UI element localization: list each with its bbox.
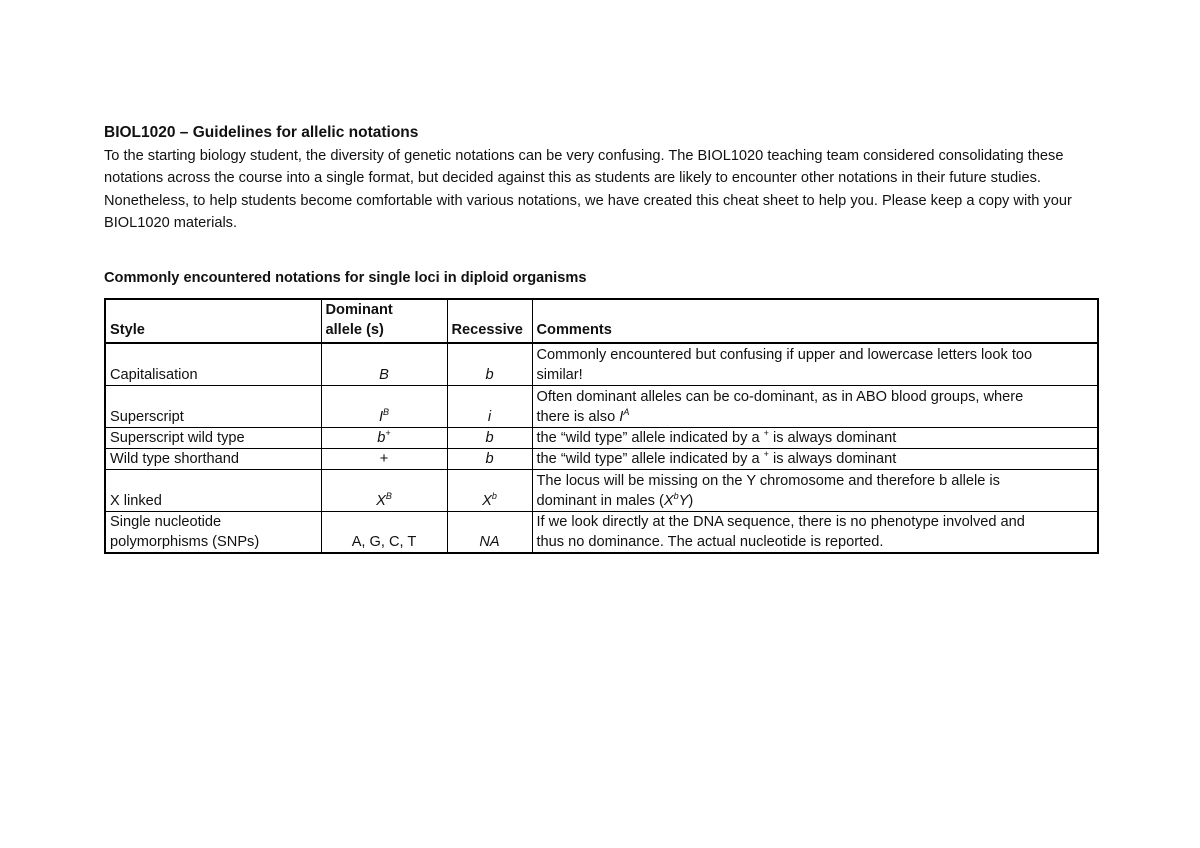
- comment-text: is always dominant: [768, 429, 897, 446]
- allele-base: I: [378, 408, 384, 425]
- style-line: polymorphisms (SNPs): [110, 534, 260, 550]
- comment-line: similar!: [536, 366, 583, 383]
- cell-recessive: i: [447, 385, 532, 427]
- comment-line: [537, 407, 1094, 427]
- cell-recessive: [447, 469, 532, 511]
- document-title: BIOL1020 – Guidelines for allelic notations: [104, 124, 419, 141]
- cell-comment: [532, 385, 1098, 427]
- plus-superscript: +: [763, 427, 769, 438]
- table-row: [105, 343, 1098, 385]
- header-style: Style: [105, 299, 321, 343]
- cell-comment: [532, 427, 1098, 448]
- header-dominant: [321, 299, 447, 343]
- cell-comment: [532, 511, 1098, 553]
- allele-superscript: b: [491, 490, 497, 501]
- plus-superscript: +: [763, 448, 769, 459]
- section-heading: Commonly encountered notations for single loci in diploid organisms: [104, 270, 587, 286]
- notation-table: [104, 298, 1099, 554]
- table-header-row: [105, 299, 1098, 343]
- comment-text: ): [688, 492, 694, 509]
- header-dominant-line2: allele (s): [325, 322, 384, 338]
- cell-dominant: +: [321, 448, 447, 469]
- header-recessive: Recessive: [447, 299, 532, 343]
- cell-dominant: B: [321, 343, 447, 385]
- table-row: [105, 385, 1098, 427]
- cell-style: X linked: [105, 469, 321, 511]
- allele-base: X: [482, 492, 492, 509]
- cell-recessive: NA: [447, 511, 532, 553]
- cell-recessive: b: [447, 427, 532, 448]
- cell-style: Superscript: [105, 385, 321, 427]
- style-line: Single nucleotide: [110, 514, 222, 530]
- table-row: [105, 469, 1098, 511]
- comment-line: [537, 491, 1094, 511]
- table-row: [105, 448, 1098, 469]
- cell-dominant: [321, 427, 447, 448]
- allele-base: X: [663, 492, 674, 509]
- comment-line: If we look directly at the DNA sequence, there is no phenotype involved and: [536, 514, 1025, 530]
- cell-dominant: [321, 385, 447, 427]
- cell-recessive: b: [447, 343, 532, 385]
- allele-base: X: [376, 492, 386, 509]
- allele-base: I: [619, 408, 624, 425]
- cell-recessive: b: [447, 448, 532, 469]
- cell-comment: [532, 469, 1098, 511]
- cell-style: Superscript wild type: [105, 427, 321, 448]
- allele-superscript: A: [623, 406, 630, 417]
- comment-line: Commonly encountered but confusing if upper and lowercase letters look too: [536, 346, 1033, 363]
- header-comments: Comments: [532, 299, 1098, 343]
- comment-text: the “wild type” allele indicated by a: [536, 450, 764, 467]
- comment-line: thus no dominance. The actual nucleotide is reported.: [536, 534, 884, 550]
- cell-style: Capitalisation: [105, 343, 321, 385]
- cell-comment: [532, 448, 1098, 469]
- comment-text: the “wild type” allele indicated by a: [536, 429, 764, 446]
- comment-text: dominant in males (: [536, 492, 664, 509]
- allele-superscript: +: [385, 427, 391, 438]
- cell-dominant: [321, 469, 447, 511]
- allele-superscript: b: [673, 490, 679, 501]
- table-row: [105, 427, 1098, 448]
- comment-text: is always dominant: [768, 450, 897, 467]
- comment-text: there is also: [536, 408, 620, 425]
- allele-superscript: B: [383, 406, 390, 417]
- allele-base: b: [377, 429, 386, 446]
- cell-style: [105, 511, 321, 553]
- header-dominant-line1: Dominant: [325, 302, 393, 318]
- cell-dominant: A, G, C, T: [321, 511, 447, 553]
- comment-line: Often dominant alleles can be co-dominant, as in ABO blood groups, where: [536, 388, 1024, 405]
- table-row: [105, 511, 1098, 553]
- cell-comment: [532, 343, 1098, 385]
- allele-base: Y: [678, 492, 689, 509]
- comment-line: The locus will be missing on the Y chromosome and therefore b allele is: [536, 472, 1000, 489]
- cell-style: Wild type shorthand: [105, 448, 321, 469]
- intro-paragraph: To the starting biology student, the diversity of genetic notations can be very confusing. The BIOL1020 teaching team considered consolidating these notations across the course into a single format, but decided against this as students are likely to encounter other notations in their future studies. Nonetheless, to help students become comfortable with various notations, we have created this cheat sheet to help you. Please keep a copy with your BIOL1020 materials.: [104, 148, 1072, 232]
- allele-superscript: B: [385, 490, 392, 501]
